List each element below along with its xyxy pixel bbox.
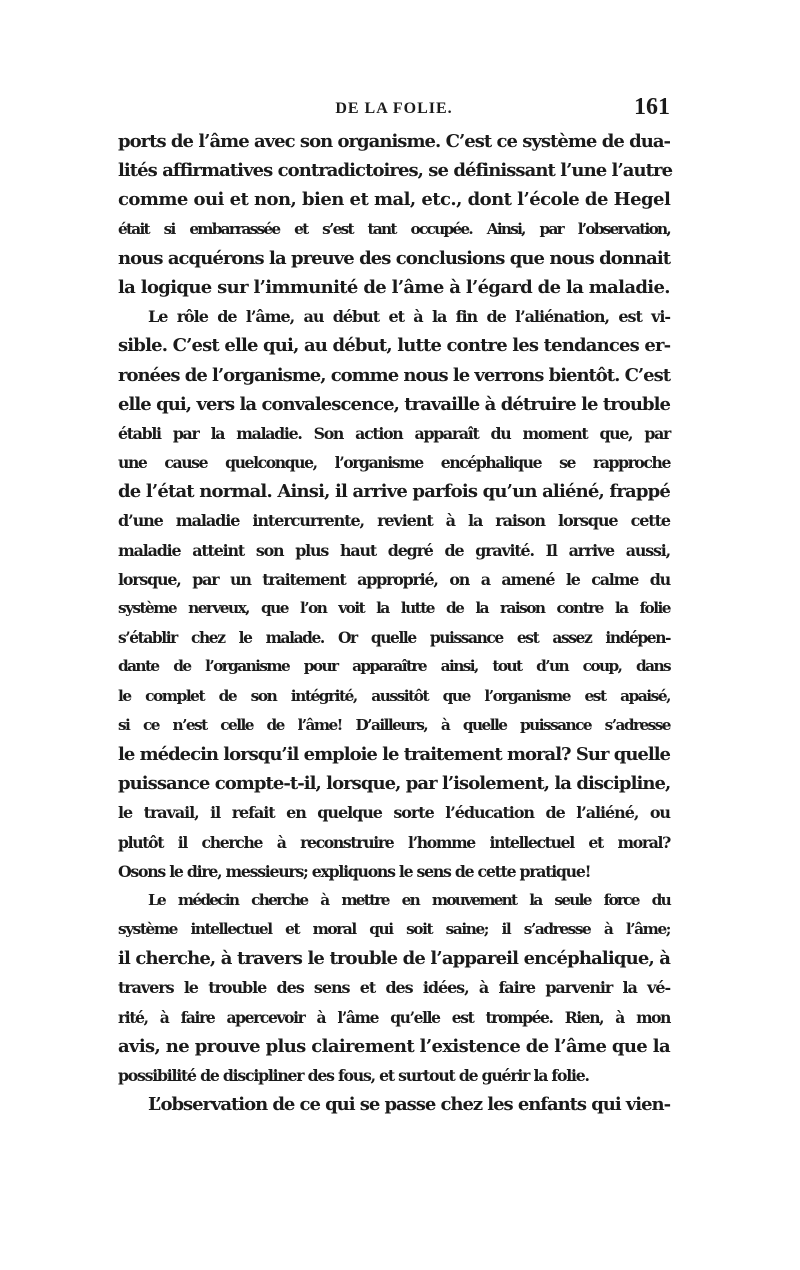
text-line: elle qui, vers la convalescence, travaille à détruire le trouble: [118, 393, 670, 415]
text-line: était si embarrassée et s’est tant occupée. Ainsi, par l’observation,: [118, 219, 670, 238]
text-line: système nerveux, que l’on voit la lutte de la raison contre la folie: [118, 599, 670, 617]
text-line: nous acquérons la preuve des conclusions que nous donnait: [118, 247, 671, 269]
running-title: DE LA FOLIE.: [335, 100, 453, 117]
text-line: une cause quelconque, l’organisme encéphalique se rapproche: [118, 453, 670, 473]
text-line: le médecin lorsqu’il emploie le traitement moral? Sur quelle: [118, 743, 670, 765]
text-line: puissance compte-t-il, lorsque, par l’isolement, la discipline,: [118, 773, 671, 795]
text-line: le travail, il refait en quelque sorte l’éducation de l’aliéné, ou: [118, 803, 670, 823]
text-line: comme oui et non, bien et mal, etc., dont l’école de Hegel: [118, 189, 671, 211]
text-line: système intellectuel et moral qui soit saine; il s’adresse à l’âme;: [118, 920, 670, 939]
text-line: plutôt il cherche à reconstruire l’homme intellectuel et moral?: [118, 832, 670, 852]
body-text: [118, 127, 673, 1119]
text-line: il cherche, à travers le trouble de l’appareil encéphalique, à: [118, 948, 671, 970]
text-line: de l’état normal. Ainsi, il arrive parfois qu’un aliéné, frappé: [118, 481, 670, 503]
text-line: Le rôle de l’âme, au début et à la fin de l’aliénation, est vi-: [148, 307, 670, 327]
text-line: la logique sur l’immunité de l’âme à l’égard de la maladie.: [118, 276, 670, 298]
text-line: avis, ne prouve plus clairement l’existence de l’âme que la: [118, 1035, 670, 1057]
text-line: possibilité de discipliner des fous, et surtout de guérir la folie.: [118, 1066, 589, 1085]
text-line: sible. C’est elle qui, au début, lutte contre les tendances er-: [118, 335, 671, 357]
text-line: s’établir chez le malade. Or quelle puissance est assez indépen-: [118, 628, 670, 648]
text-line: rité, à faire apercevoir à l’âme qu’elle est trompée. Rien, à mon: [118, 1007, 670, 1027]
text-line: d’une maladie intercurrente, revient à la raison lorsque cette: [118, 511, 670, 531]
text-line: le complet de son intégrité, aussitôt que l’organisme est apaisé,: [118, 686, 670, 705]
text-line: L’observation de ce qui se passe chez les enfants qui vien-: [148, 1094, 670, 1116]
page-number: 161: [634, 94, 670, 120]
text-line: travers le trouble des sens et des idées, à faire parvenir la vé-: [118, 978, 670, 998]
text-line: lités affirmatives contradictoires, se définissant l’une l’autre: [118, 160, 673, 182]
text-line: maladie atteint son plus haut degré de gravité. Il arrive aussi,: [118, 540, 670, 560]
text-line: si ce n’est celle de l’âme! D’ailleurs, à quelle puissance s’adresse: [118, 715, 670, 734]
text-line: Le médecin cherche à mettre en mouvement la seule force du: [148, 890, 670, 909]
text-line: établi par la maladie. Son action apparaît du moment que, par: [118, 423, 670, 443]
text-line: ports de l’âme avec son organisme. C’est ce système de dua-: [118, 131, 670, 152]
text-line: lorsque, par un traitement approprié, on a amené le calme du: [118, 569, 670, 589]
text-line: Osons le dire, messieurs; expliquons le sens de cette pratique!: [118, 861, 591, 881]
running-head: [118, 94, 670, 126]
text-line: dante de l’organisme pour apparaître ainsi, tout d’un coup, dans: [118, 657, 670, 676]
text-line: ronées de l’organisme, comme nous le verrons bientôt. C’est: [118, 364, 670, 386]
